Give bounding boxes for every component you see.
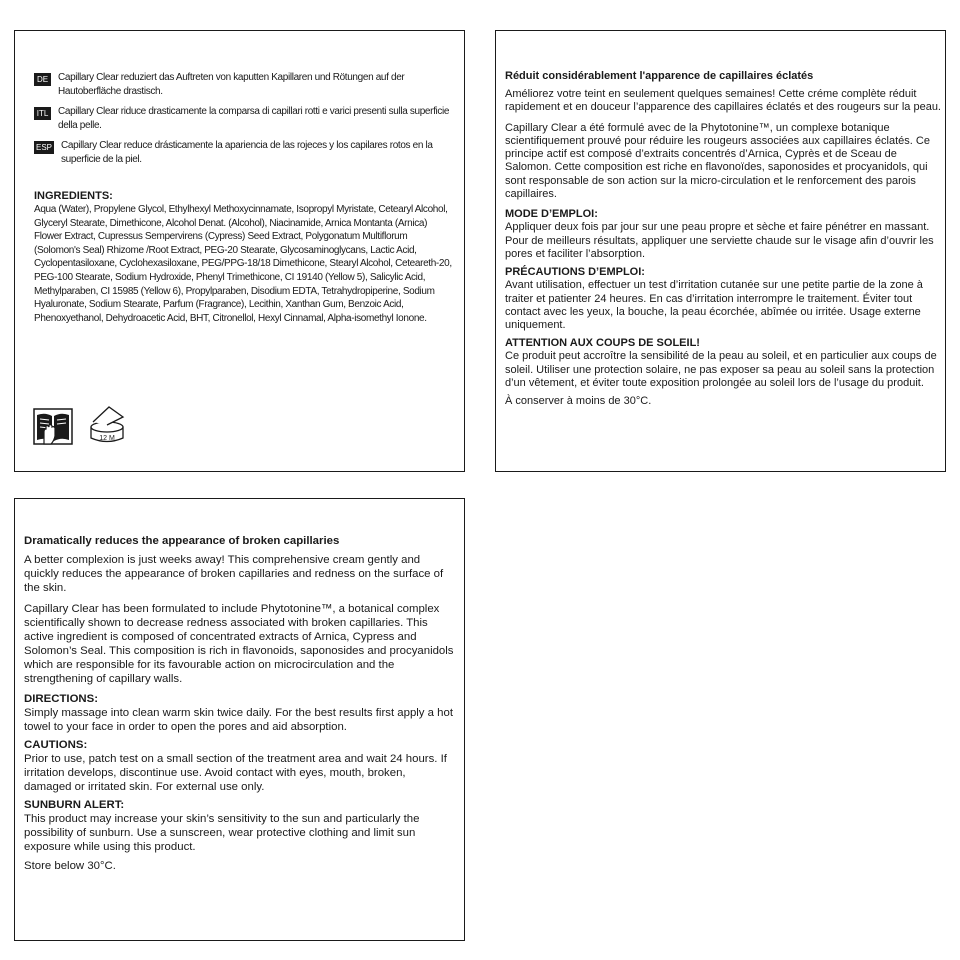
french-body: Capillary Clear a été formulé avec de la Phytotonine™, un complexe botanique scientifiquement prouvé pour réduire les rougeurs associées aux capillaires éclatés. Ce principe actif est composé d’extraits concentrés d’Arnica, Cyprès et de Sceau de Salomon. Cette composition est riche en flavonoïdes, saponosides et procyanidols, qui sont responsable de son action sur la micro-circulation et le renforcement des parois capillaires.	[505, 121, 930, 201]
english-sunburn-title: SUNBURN ALERT:	[24, 799, 125, 811]
language-text-itl: Capillary Clear riduce drasticamente la comparsa di capillari rotti e varici presenti sulla superficie della pelle.	[58, 106, 450, 131]
language-row-itl	[34, 105, 454, 132]
multilingual-panel	[14, 30, 465, 472]
ingredients-section	[34, 189, 454, 325]
english-cautions-title: CAUTIONS:	[24, 739, 88, 751]
language-row-esp	[34, 139, 454, 166]
language-badge-itl: ITL	[34, 107, 51, 120]
period-after-opening-label: 12 M	[99, 435, 115, 442]
english-cautions-text: Prior to use, patch test on a small section of the treatment area and wait 24 hours. If irritation develops, discontinue use. Avoid contact with eyes, mouth, broken, damaged or irritated skin. For external use only.	[24, 753, 447, 793]
english-directions-text: Simply massage into clean warm skin twice daily. For the best results first apply a hot towel to your face in order to open the pores and aid absorption.	[24, 707, 454, 733]
english-body: Capillary Clear has been formulated to include Phytotonine™, a botanical complex scientifically shown to decrease redness associated with broken capillaries. This active ingredient is composed of concentrated extracts of Arnica, Cypress and Solomon’s Seal. This composition is rich in flavonoids, saponosides and procyanidols which are responsible for its favourable action on microcirculation and the strengthening of capillary walls.	[24, 603, 454, 685]
language-text-de: Capillary Clear reduziert das Auftreten von kaputten Kapillaren und Rötungen auf der Hautoberfläche drastisch.	[58, 72, 405, 97]
ingredients-text: Aqua (Water), Propylene Glycol, Ethylhexyl Methoxycinnamate, Isopropyl Myristate, Cetearyl Alcohol, Glyceryl Stearate, Dimethicone, Alcohol Denat. (Alcohol), Niacinamide, Arnica Montanta (Arnica) Flower Extract, Cupressus Sempervirens (Cypress) Seed Extract, Polygonatum Multiflorum (Solomon's Seal) Rhizome /Root Extract, PEG-20 Stearate, Glycosaminoglycans, Lactic Acid, Cyclopentasiloxane, Cyclohexasiloxane, PEG/PPG-18/18 Dimethicone, Stearyl Alcohol, Ceteareth-20, PEG-100 Stearate, Sodium Hydroxide, Phenyl Trimethicone, CI 19140 (Yellow 5), Salicylic Acid, Methylparaben, CI 15985 (Yellow 6), Propylparaben, Disodium EDTA, Tetrahydropiperine, Sodium Hyaluronate, Sodium Stearate, Parfum (Fragrance), Lecithin, Xanthan Gum, Benzoic Acid, Phenoxyethanol, Dehydroacetic Acid, BHT, Citronellol, Hexyl Cinnamal, Alpha-isomethyl Ionone.	[34, 204, 452, 324]
french-cautions-title: PRÉCAUTIONS D’EMPLOI:	[505, 266, 645, 279]
language-row-de	[34, 71, 454, 98]
ingredients-title: INGREDIENTS:	[34, 190, 113, 202]
english-sunburn-text: This product may increase your skin’s sensitivity to the sun and particularly the possibility of sunburn. Use a sunscreen, wear protective clothing and limit sun exposure while using this product.	[24, 813, 420, 853]
period-after-opening-icon	[87, 405, 127, 452]
french-storage: À conserver à moins de 30°C.	[505, 395, 652, 408]
language-list	[34, 71, 454, 173]
read-leaflet-icon	[33, 406, 73, 451]
french-text-block	[505, 69, 942, 416]
english-storage: Store below 30°C.	[24, 860, 116, 872]
language-text-esp: Capillary Clear reduce drásticamente la apariencia de las rojeces y los capilares rotos en la superficie de la piel.	[61, 140, 433, 165]
english-heading: Dramatically reduces the appearance of broken capillaries	[24, 535, 340, 547]
french-cautions-text: Avant utilisation, effectuer un test d’irritation cutanée sur une petite partie de la zone à traiter et patienter 24 heures. En cas d’irritation interrompre le traitement. Éviter tout contact avec les yeux, la bouche, la peau écorchée, abîmée ou irritée. Usage externe uniquement.	[505, 279, 923, 332]
english-directions-title: DIRECTIONS:	[24, 693, 99, 705]
french-directions-text: Appliquer deux fois par jour sur une peau propre et sèche et faire pénétrer en massant. Pour de meilleurs résultats, appliquer une serviette chaude sur le visage afin d’ouvrir les pores et faciliter l’absorption.	[505, 221, 934, 260]
english-panel	[14, 498, 465, 941]
english-intro: A better complexion is just weeks away! This comprehensive cream gently and quickly reduces the appearance of broken capillaries and redness on the surface of the skin.	[24, 554, 444, 594]
french-sunburn-text: Ce produit peut accroître la sensibilité de la peau au soleil, et en particulier aux coups de soleil. Utiliser une protection solaire, ne pas exposer sa peau au soleil sans la protection d’un vêtement, et éviter toute exposition prolongée au soleil lors de l’usage du produit.	[505, 350, 937, 390]
french-panel	[495, 30, 946, 472]
symbol-icons	[33, 405, 127, 452]
language-badge-de: DE	[34, 73, 51, 86]
french-heading: Réduit considérablement l'apparence de capillaires éclatés	[505, 70, 814, 82]
language-badge-esp: ESP	[36, 143, 53, 152]
french-intro: Améliorez votre teint en seulement quelques semaines! Cette créme complète réduit rapidement et en douceur l’apparence des capillaires éclatés et des rougeurs sur la peau.	[505, 88, 941, 114]
english-text-block	[24, 534, 456, 880]
french-directions-title: MODE D’EMPLOI:	[505, 208, 598, 221]
french-sunburn-title: ATTENTION AUX COUPS DE SOLEIL!	[505, 337, 700, 350]
